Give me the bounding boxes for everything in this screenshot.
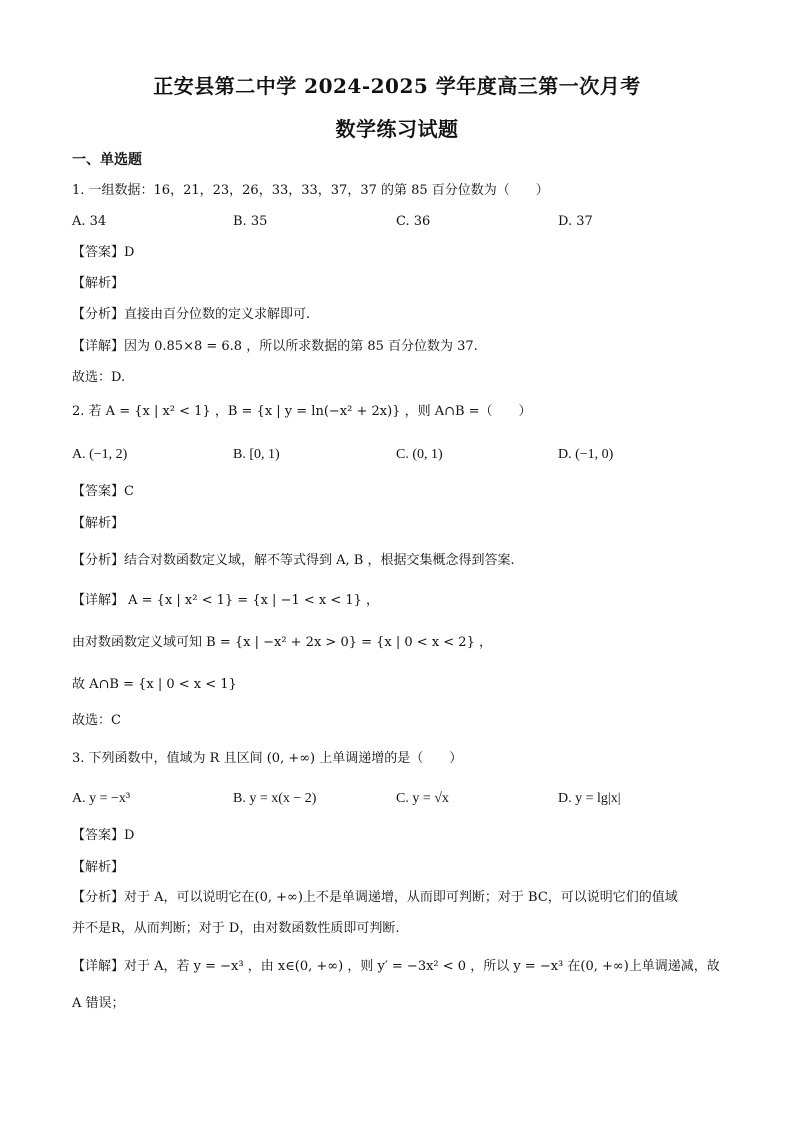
q2-detail-3: 故 A∩B = {x | 0 < x < 1}	[72, 677, 237, 692]
q2-detail-2: 由对数函数定义域可知 B = {x | −x² + 2x > 0} = {x | 0 < x < 2} ，	[72, 635, 492, 650]
q3-detail-1: 【详解】对于 A，若 y = −x³ ，由 x∈(0, +∞) ，则 y′ = −3x² < 0 ，所以 y = −x³ 在(0, +∞)上单调递减，故	[72, 959, 720, 974]
q1-conclusion: 故选：D.	[72, 370, 126, 385]
q1-option-b: B. 35	[233, 214, 268, 229]
q3-fenxi-1: 【分析】对于 A，可以说明它在(0, +∞)上不是单调递增，从而即可判断；对于 BC，可以说明它们的值域	[72, 890, 678, 905]
q3-option-b: B. y = x(x − 2)	[233, 791, 317, 806]
q1-option-c: C. 36	[396, 214, 431, 229]
q3-answer: 【答案】D	[72, 828, 135, 843]
q3-jiexi: 【解析】	[72, 860, 125, 875]
q2-jiexi: 【解析】	[72, 516, 125, 531]
q2-option-a: A. (−1, 2)	[72, 447, 128, 462]
q1-detail: 【详解】因为 0.85×8 = 6.8 ，所以所求数据的第 85 百分位数为 37.	[72, 339, 478, 354]
q1-answer: 【答案】D	[72, 245, 135, 260]
q3-option-d: D. y = lg|x|	[558, 791, 621, 806]
q2-answer: 【答案】C	[72, 484, 134, 499]
q3-option-c: C. y = √x	[396, 791, 449, 806]
exam-title: 正安县第二中学 2024-2025 学年度高三第一次月考	[153, 74, 641, 98]
q1-option-a: A. 34	[72, 214, 107, 229]
q1-option-d: D. 37	[558, 214, 593, 229]
q2-conclusion: 故选：C	[72, 713, 121, 728]
q2-stem: 2. 若 A = {x | x² < 1} ，B = {x | y = ln(−x² + 2x)} ，则 A∩B =（ ）	[72, 404, 532, 419]
q1-fenxi: 【分析】直接由百分位数的定义求解即可.	[72, 307, 311, 322]
q2-option-c: C. (0, 1)	[396, 447, 443, 462]
q3-fenxi-2: 并不是R，从而判断；对于 D，由对数函数性质即可判断.	[72, 921, 400, 936]
q3-detail-2: A 错误；	[72, 996, 125, 1011]
q2-option-b: B. [0, 1)	[233, 447, 280, 462]
q2-fenxi: 【分析】结合对数函数定义域，解不等式得到 A, B ，根据交集概念得到答案.	[72, 553, 515, 568]
q3-option-a: A. y = −x³	[72, 791, 131, 806]
q2-detail: 【详解】 A = {x | x² < 1} = {x | −1 < x < 1} ，	[72, 593, 380, 608]
q1-stem: 1. 一组数据：16，21，23，26，33，33，37，37 的第 85 百分位数为（ ）	[72, 183, 549, 198]
q2-option-d: D. (−1, 0)	[558, 447, 614, 462]
q1-jiexi: 【解析】	[72, 276, 125, 291]
exam-subtitle: 数学练习试题	[335, 117, 459, 141]
section-heading: 一、单选题	[72, 152, 142, 168]
q3-stem: 3. 下列函数中，值域为 R 且区间 (0, +∞) 上单调递增的是（ ）	[72, 751, 463, 766]
